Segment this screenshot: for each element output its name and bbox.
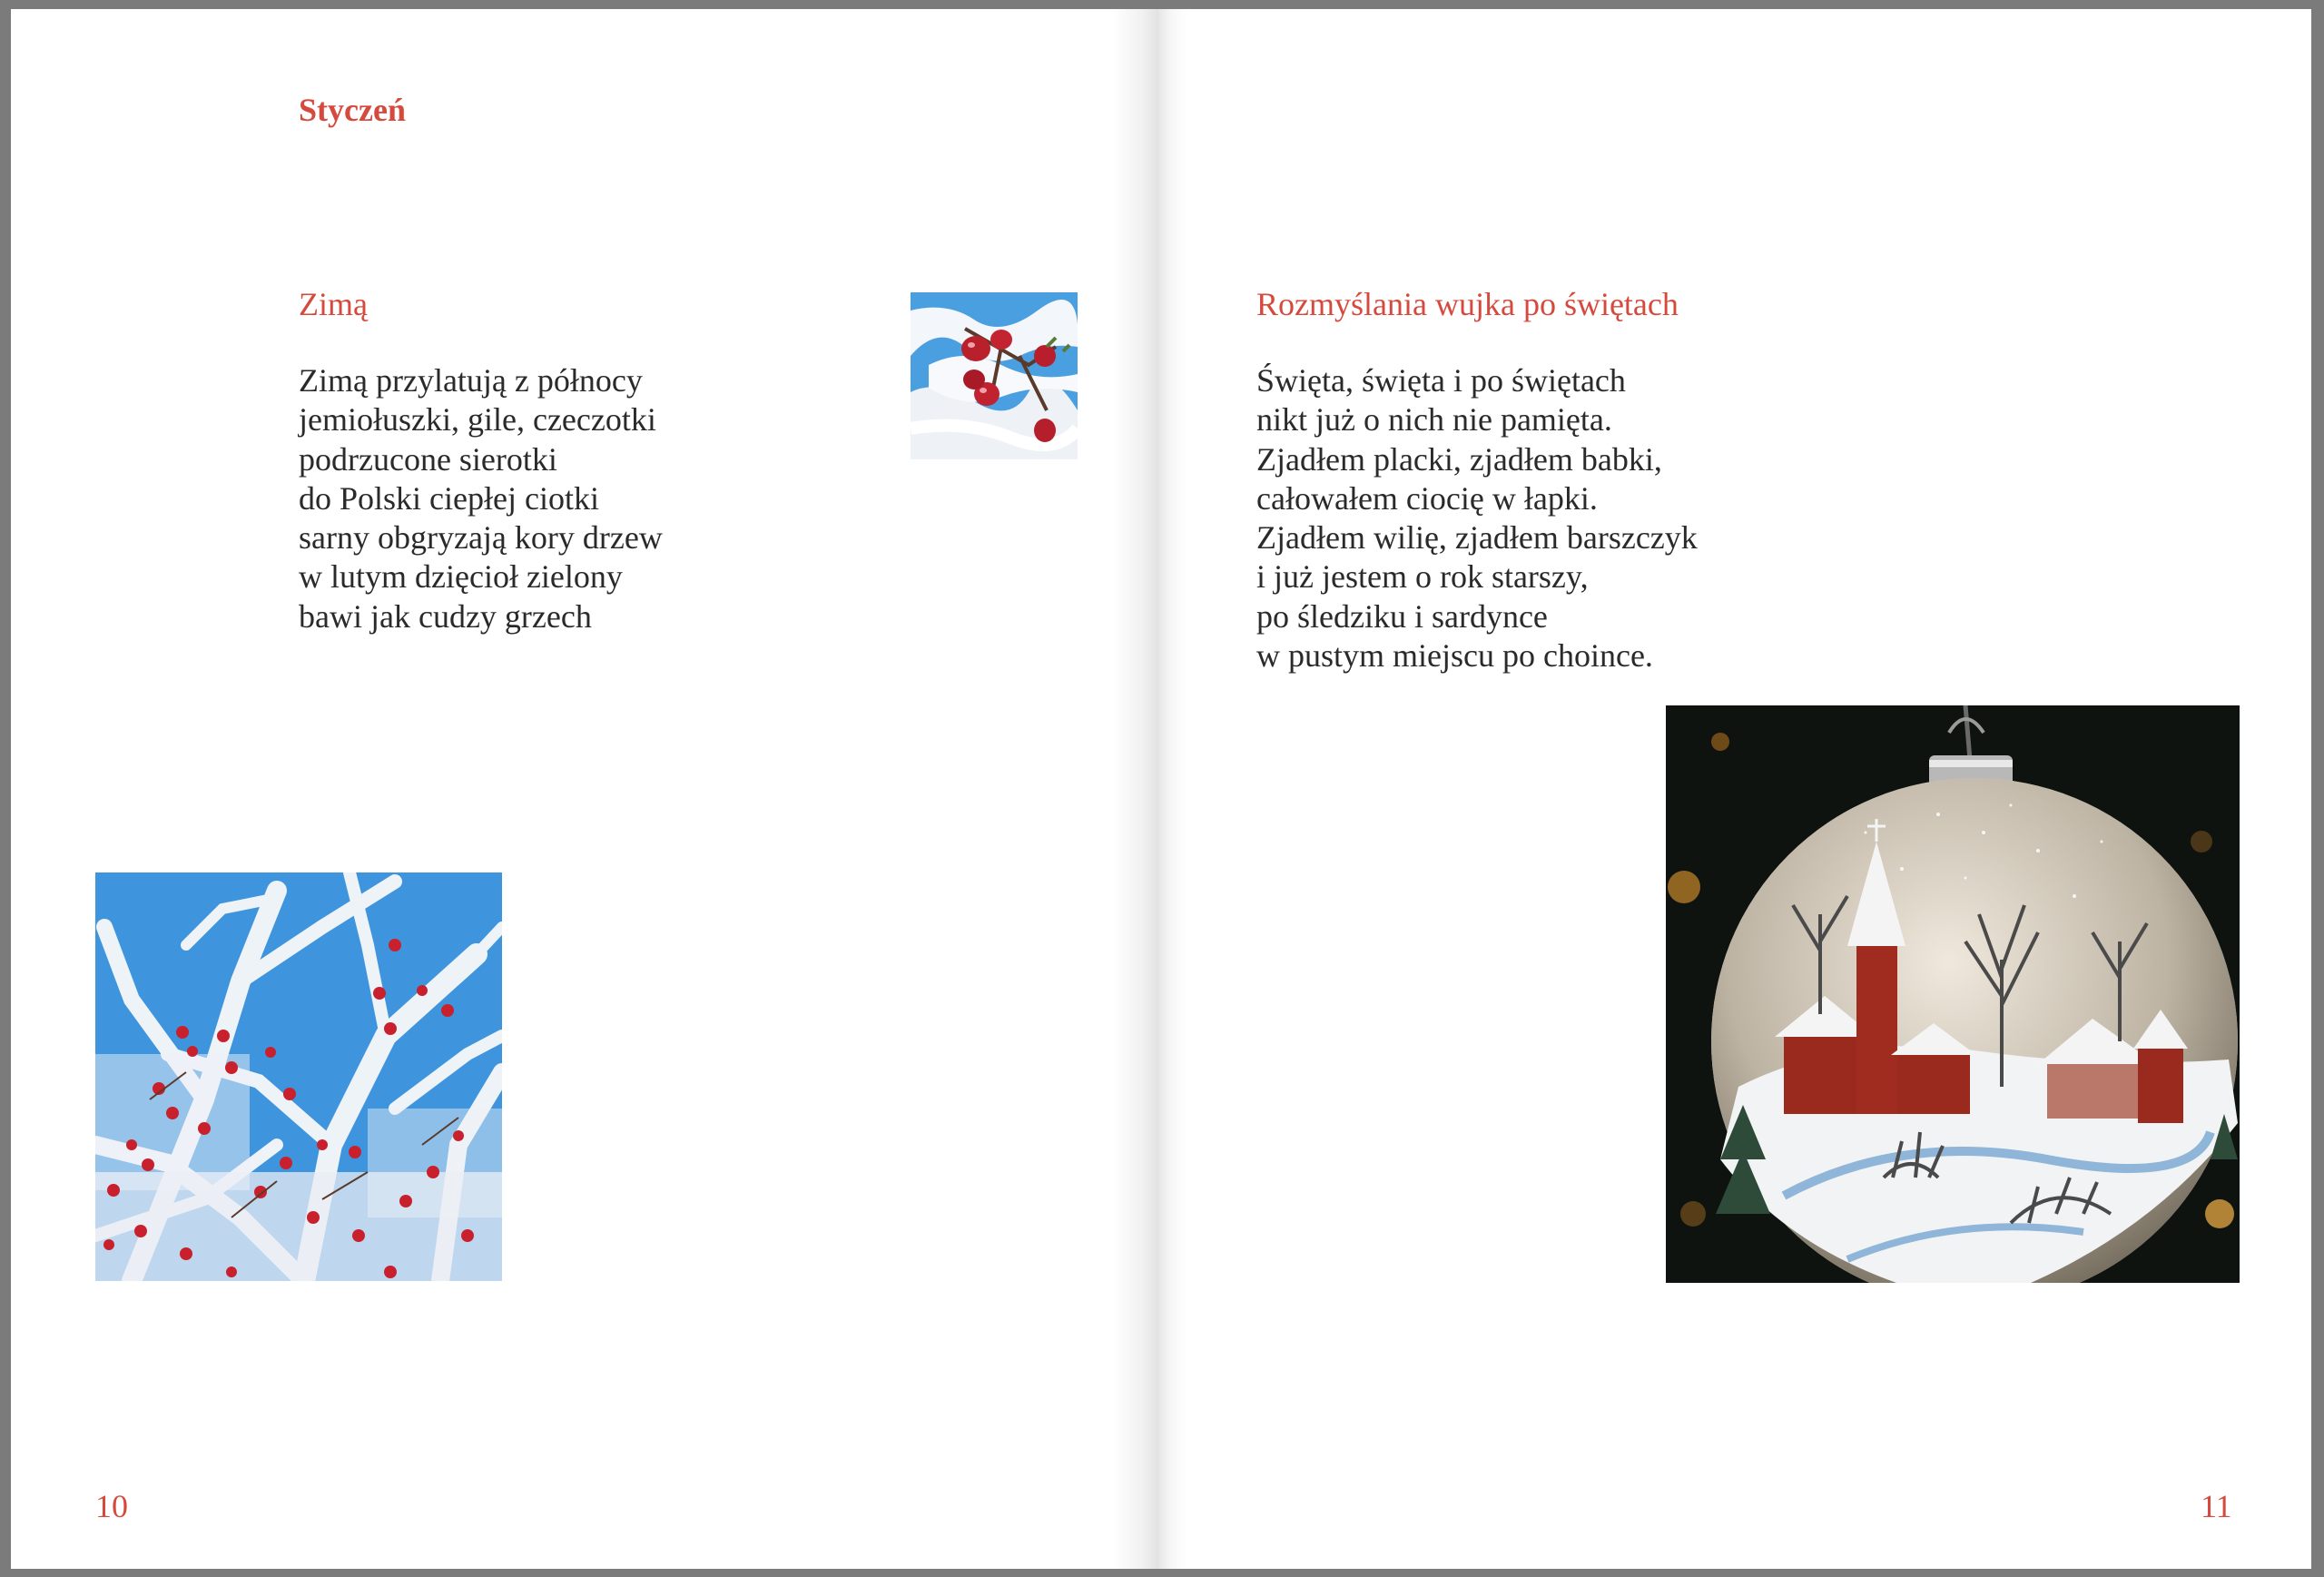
- poem-line: Święta, święta i po świętach: [1256, 362, 1626, 399]
- poem-line: całowałem ciocię w łapki.: [1256, 479, 1598, 517]
- poem-line: Zjadłem placki, zjadłem babki,: [1256, 440, 1662, 478]
- poem-line: w pustym miejscu po choince.: [1256, 637, 1653, 675]
- book-spread: [11, 9, 2311, 1569]
- poem-line: bawi jak cudzy grzech: [299, 597, 592, 635]
- poem-title-zima: Zimą: [299, 286, 368, 322]
- poem-line: i już jestem o rok starszy,: [1256, 558, 1589, 596]
- left-page: [11, 9, 1158, 1569]
- small-berries-photo: [911, 292, 1078, 459]
- page-number-left: 10: [95, 1488, 128, 1524]
- christmas-bauble-image: [1666, 705, 2240, 1283]
- large-berries-photo: [95, 872, 502, 1281]
- poem-body-zima: [299, 361, 663, 636]
- poem-body-rozmyslania: [1256, 361, 1698, 675]
- poem-line: po śledziku i sardynce: [1256, 597, 1548, 635]
- running-head: Styczeń: [299, 92, 406, 128]
- poem-line: nikt już o nich nie pamięta.: [1256, 401, 1612, 439]
- poem-line: Zimą przylatują z północy: [299, 362, 643, 399]
- frosted-branches-image: [95, 872, 502, 1281]
- right-page: [1158, 9, 2311, 1569]
- poem-line: podrzucone sierotki: [299, 440, 557, 478]
- poem-line: do Polski ciepłej ciotki: [299, 479, 599, 517]
- poem-line: sarny obgryzają kory drzew: [299, 519, 663, 557]
- poem-title-rozmyslania: Rozmyślania wujka po świętach: [1256, 286, 1679, 322]
- rose-hip-berries-image: [911, 292, 1078, 459]
- ornament-photo: [1666, 705, 2240, 1283]
- page-number-right: 11: [2201, 1488, 2232, 1524]
- poem-line: Zjadłem wilię, zjadłem barszczyk: [1256, 519, 1698, 557]
- poem-line: w lutym dzięcioł zielony: [299, 558, 623, 596]
- poem-line: jemiołuszki, gile, czeczotki: [299, 401, 656, 439]
